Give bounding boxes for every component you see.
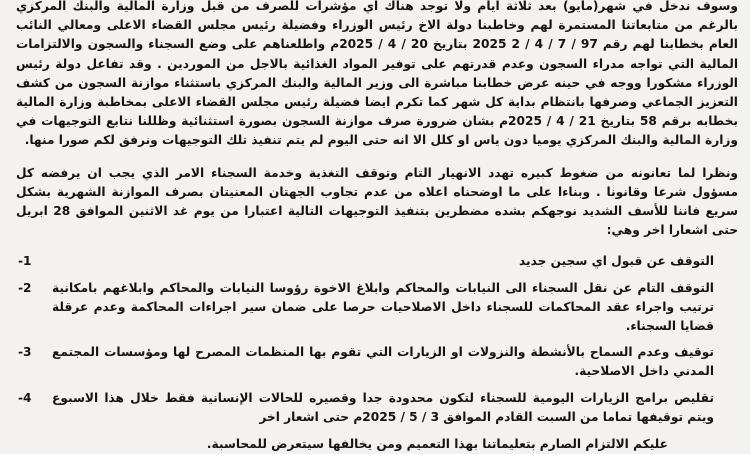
list-item-text: التوقف التام عن نقل السجناء الى النيابات والمحاكم وابلاغ الاخوة رؤوسا النيابات والمحاكم وابلاغهم بامكانية ترتيب واجراء عقد المحاكمات للسجناء داخل الاصلاحيات حرصا على ضمان سير اجراءات المحاكمة وعدم عرقلة قضايا السجناء. [52,280,714,334]
paragraph-funding-status: وسوف ندخل في شهر(مايو) بعد ثلاثة ايام ولا توجد هناك اي مؤشرات للصرف من قبل وزارة المالية والبنك المركزي بالرغم من متابعاتنا المستمرة لهم وخاطبنا دولة الاخ رئيس الوزراء وفضيلة رئيس مجلس القضاء الاعلى ومعالي النائب العام بخطابنا لهم رقم 97 / 7 / 4 / 2 2025 بتاريخ 20 / 4 / 2025م واطلعناهم على وضع السجناء والسجون والالتزامات المالية التي تواجه مدراء السجون وعدم قدرتهم على توفير المواد الغذائية بالاجل من الموردين . وقد تفاعل دولة رئيس الوزراء مشكورا ووجه في حينه عرض خطابنا مباشرة الى وزير المالية والبنك المركزي باستثناء موازنة السجون من كشف التعزيز الجماعي وصرفها بانتظام بداية كل شهر كما تكرم ايضا فضيلة رئيس مجلس القضاء الاعلى بمخاطبة وزارة المالية بخطابه برقم 58 بتاريخ 21 / 4 / 2025م بشان ضرورة صرف موازنة السجون بصورة استثنائية وظللنا نتابع التوجيهات في وزارة المالية والبنك المركزي يوميا دون ياس او كلل الا انه حتى اليوم لم يتم تنفيذ تلك التوجيهات ونرفق لكم صورا منها. [16,0,739,148]
list-item [16,252,738,271]
list-item [16,343,738,381]
list-item [16,389,738,427]
list-item-number: -4 [18,390,32,405]
list-item-number: -2 [18,280,32,295]
directive-list [16,252,738,427]
list-item [16,279,738,337]
paragraph-directive-intro: ونظرا لما تعانونه من ضغوط كبيره تهدد الانهيار التام وتوقف التغذية وخدمة السجناء الامر الذي يجب ان يرفضه كل مسؤول شرعا وقانونا . وبناءا على ما اوضحناه اعلاه من عدم تجاوب الجهتان المعنيتان بصرف الموازنة الشهرية بشكل سريع فاننا للأسف الشديد نوجهكم بشده مضطرين بتنفيذ التوجيهات التالية اعتبارا من يوم غد الاثنين الموافق 28 ابريل حتى اشعارا اخر وهي: [16,165,738,238]
closing-statement: عليكم الالتزام الصارم بتعليماتنا بهذا التعميم ومن يخالفها سيتعرض للمحاسبة. [206,437,668,452]
list-item-number: -1 [18,254,32,269]
list-item-text: توقيف وعدم السماح بالأنشطة والنزولات او الزيارات التي تقوم بها المنظمات المصرح لها ومؤسسات المجتمع المدني داخل الاصلاحية. [52,345,714,379]
list-item-text: تقليص برامج الزيارات اليومية للسجناء لتكون محدودة جدا وقصيره للحالات الإنسانية فقط خلال هذا الاسبوع ويتم توقيفها تماما من السبت القادم الموافق 3 / 5 / 2025م حتى اشعار اخر [52,390,714,424]
list-item-text: التوقف عن قبول اي سجين جديد [518,254,714,269]
list-item-number: -3 [18,345,32,360]
